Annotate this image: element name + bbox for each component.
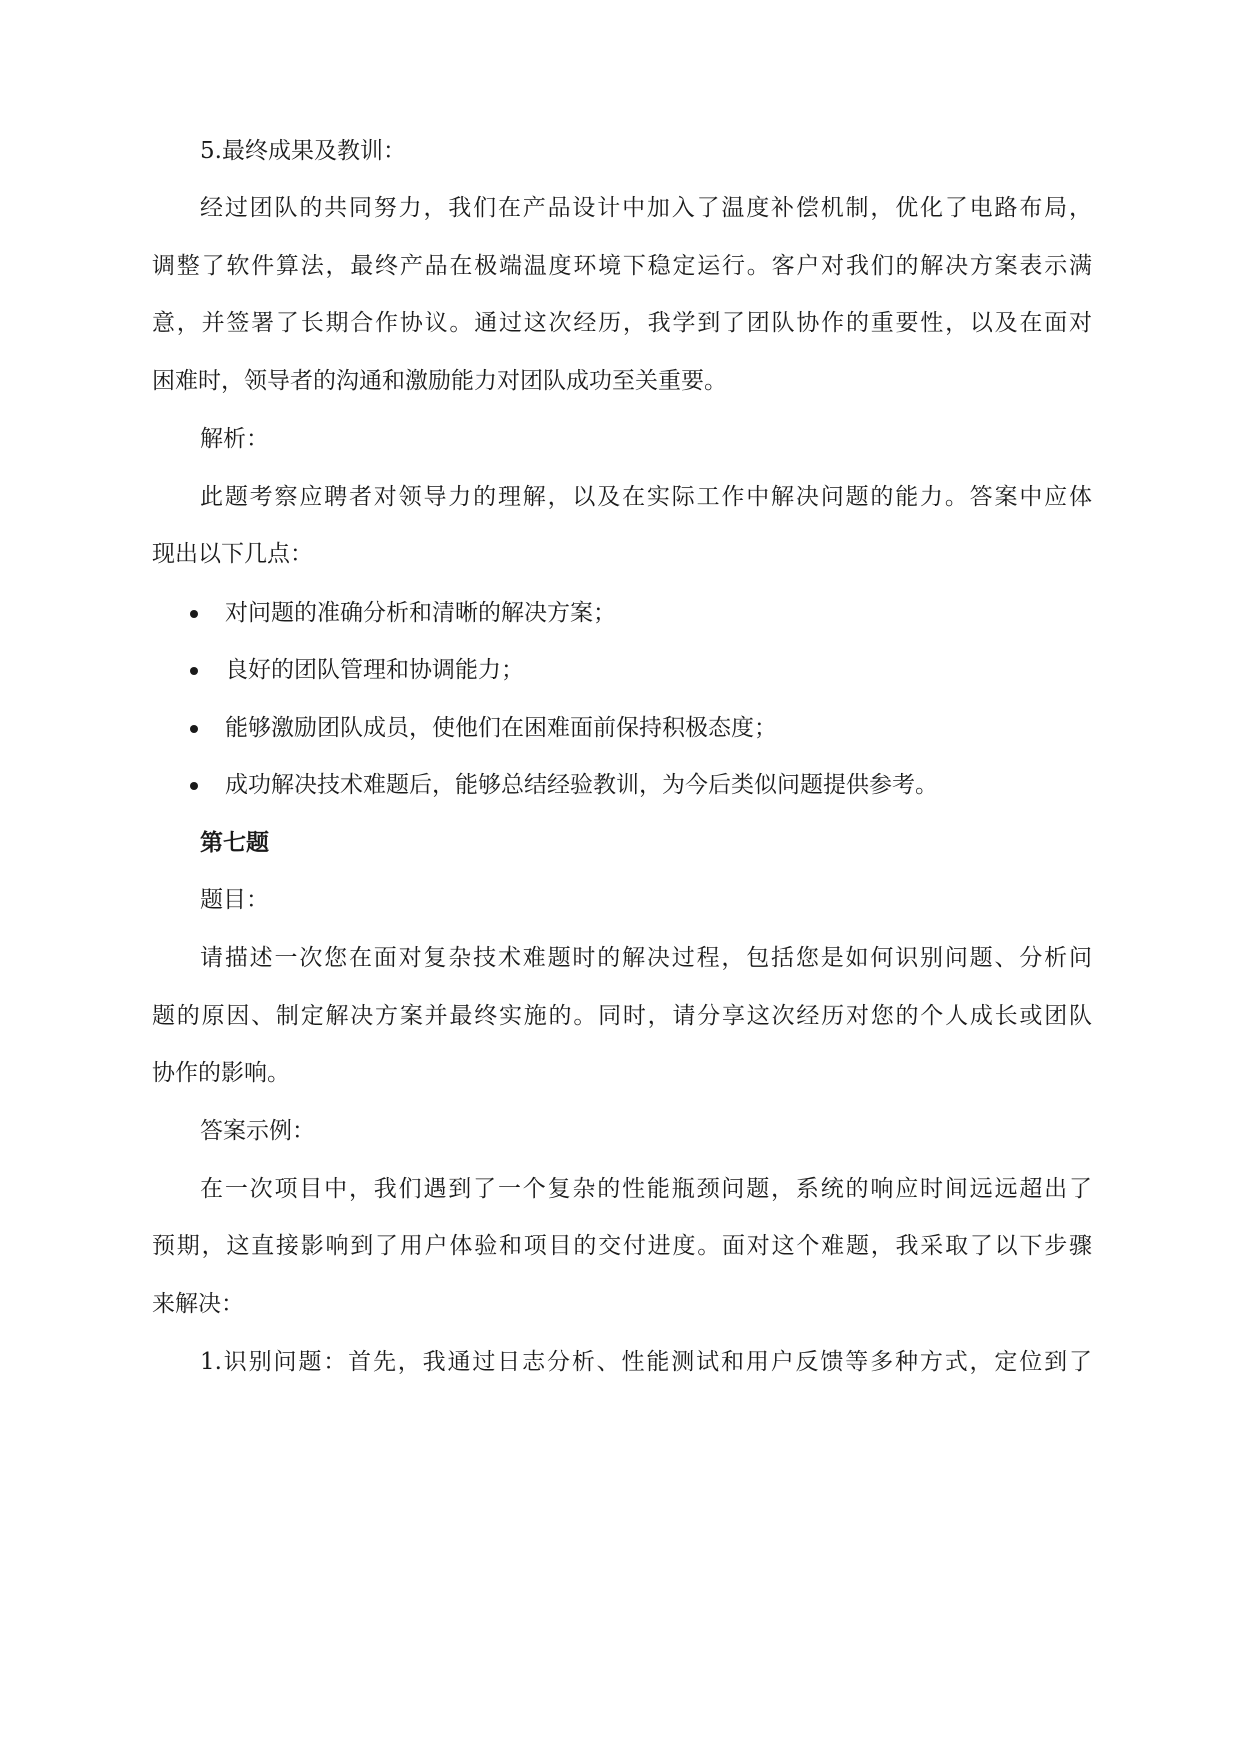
analysis-line: 现出以下几点：: [152, 541, 313, 567]
question-title: 第七题: [200, 829, 269, 856]
bullet-item: 良好的团队管理和协调能力；: [225, 657, 524, 683]
paragraph-line: 意，并签署了长期合作协议。通过这次经历，我学到了团队协作的重要性，以及在面对: [152, 310, 1092, 336]
paragraph-line: 困难时，领导者的沟通和激励能力对团队成功至关重要。: [152, 368, 727, 394]
question-label: 题目：: [200, 887, 269, 913]
paragraph-line: 经过团队的共同努力，我们在产品设计中加入了温度补偿机制，优化了电路布局，: [200, 195, 1092, 221]
answer-label: 答案示例：: [200, 1118, 315, 1144]
answer-line: 在一次项目中，我们遇到了一个复杂的性能瓶颈问题，系统的响应时间远远超出了: [200, 1176, 1092, 1202]
bullet-dot: [190, 725, 198, 733]
answer-line: 来解决：: [152, 1291, 244, 1317]
answer-line: 预期，这直接影响到了用户体验和项目的交付进度。面对这个难题，我采取了以下步骤: [152, 1233, 1092, 1259]
question-line: 协作的影响。: [152, 1060, 290, 1086]
analysis-line: 此题考察应聘者对领导力的理解，以及在实际工作中解决问题的能力。答案中应体: [200, 484, 1092, 510]
bullet-dot: [190, 610, 198, 618]
question-line: 题的原因、制定解决方案并最终实施的。同时，请分享这次经历对您的个人成长或团队: [152, 1003, 1092, 1029]
section-heading-5: 5.最终成果及教训：: [200, 138, 406, 164]
bullet-dot: [190, 667, 198, 675]
paragraph-line: 调整了软件算法，最终产品在极端温度环境下稳定运行。客户对我们的解决方案表示满: [152, 253, 1092, 279]
bullet-item: 成功解决技术难题后，能够总结经验教训，为今后类似问题提供参考。: [225, 772, 938, 798]
analysis-label: 解析：: [200, 426, 269, 452]
question-line: 请描述一次您在面对复杂技术难题时的解决过程，包括您是如何识别问题、分析问: [200, 945, 1092, 971]
bullet-item: 对问题的准确分析和清晰的解决方案；: [225, 600, 616, 626]
bullet-item: 能够激励团队成员，使他们在困难面前保持积极态度；: [225, 715, 777, 741]
bullet-dot: [190, 782, 198, 790]
step-line: 1.识别问题：首先，我通过日志分析、性能测试和用户反馈等多种方式，定位到了: [200, 1349, 1092, 1375]
